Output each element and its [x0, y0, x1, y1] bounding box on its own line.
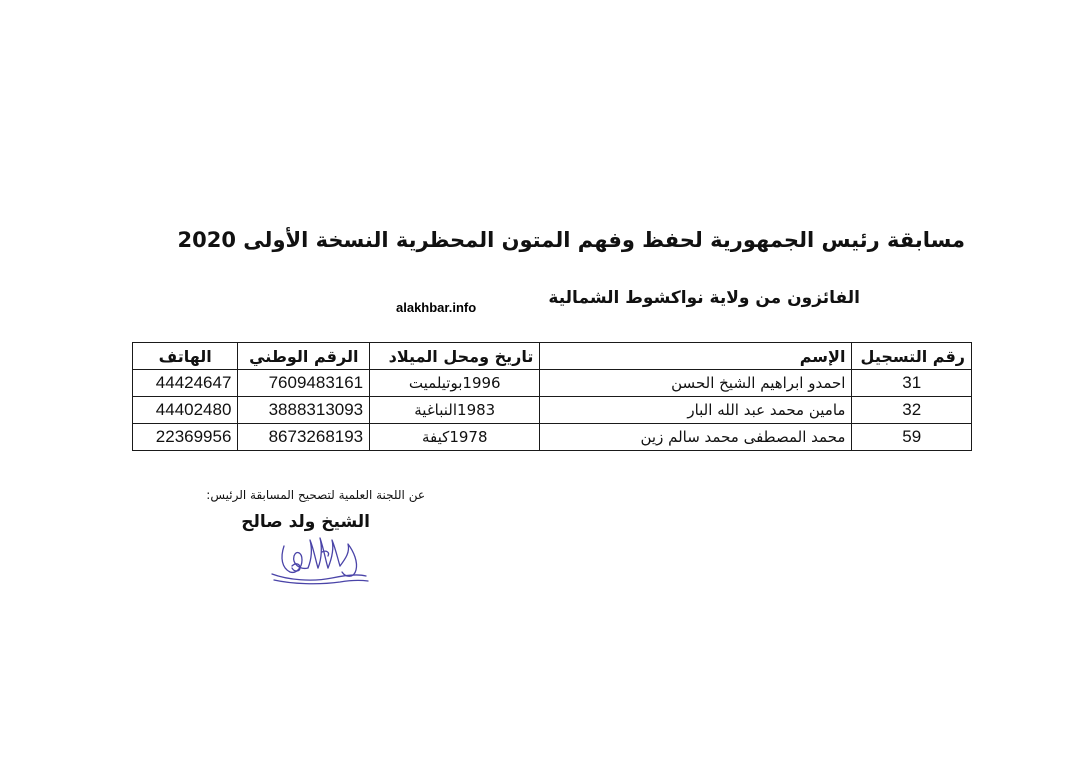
- source-watermark: alakhbar.info: [396, 300, 477, 315]
- cell-phone: 44402480: [133, 397, 238, 424]
- cell-name: محمد المصطفى محمد سالم زين: [540, 424, 852, 451]
- table-row: [133, 370, 972, 397]
- winners-table: [132, 342, 972, 451]
- header-national-id: الرقم الوطني: [238, 343, 370, 370]
- cell-national-id: 7609483161: [238, 370, 370, 397]
- document-title: مسابقة رئيس الجمهورية لحفظ وفهم المتون المحظرية النسخة الأولى 2020: [177, 228, 965, 252]
- table-row: [133, 424, 972, 451]
- header-registration: رقم التسجيل: [852, 343, 972, 370]
- cell-name: احمدو ابراهيم الشيخ الحسن: [540, 370, 852, 397]
- cell-birth: 1978كيفة: [370, 424, 540, 451]
- cell-registration: 59: [852, 424, 972, 451]
- president-name: الشيخ ولد صالح: [241, 512, 370, 532]
- cell-registration: 31: [852, 370, 972, 397]
- header-phone: الهاتف: [133, 343, 238, 370]
- handwritten-signature-icon: [262, 528, 372, 588]
- table-header-row: [133, 343, 972, 370]
- document-subtitle: الفائزون من ولاية نواكشوط الشمالية: [548, 288, 860, 308]
- cell-phone: 44424647: [133, 370, 238, 397]
- cell-national-id: 3888313093: [238, 397, 370, 424]
- table-row: [133, 397, 972, 424]
- cell-phone: 22369956: [133, 424, 238, 451]
- cell-national-id: 8673268193: [238, 424, 370, 451]
- header-birth: تاريخ ومحل الميلاد: [370, 343, 540, 370]
- cell-name: مامين محمد عبد الله البار: [540, 397, 852, 424]
- cell-registration: 32: [852, 397, 972, 424]
- cell-birth: 1996بوتيلميت: [370, 370, 540, 397]
- header-name: الإسم: [540, 343, 852, 370]
- committee-line: عن اللجنة العلمية لتصحيح المسابقة الرئيس:: [206, 488, 425, 502]
- cell-birth: 1983النباغية: [370, 397, 540, 424]
